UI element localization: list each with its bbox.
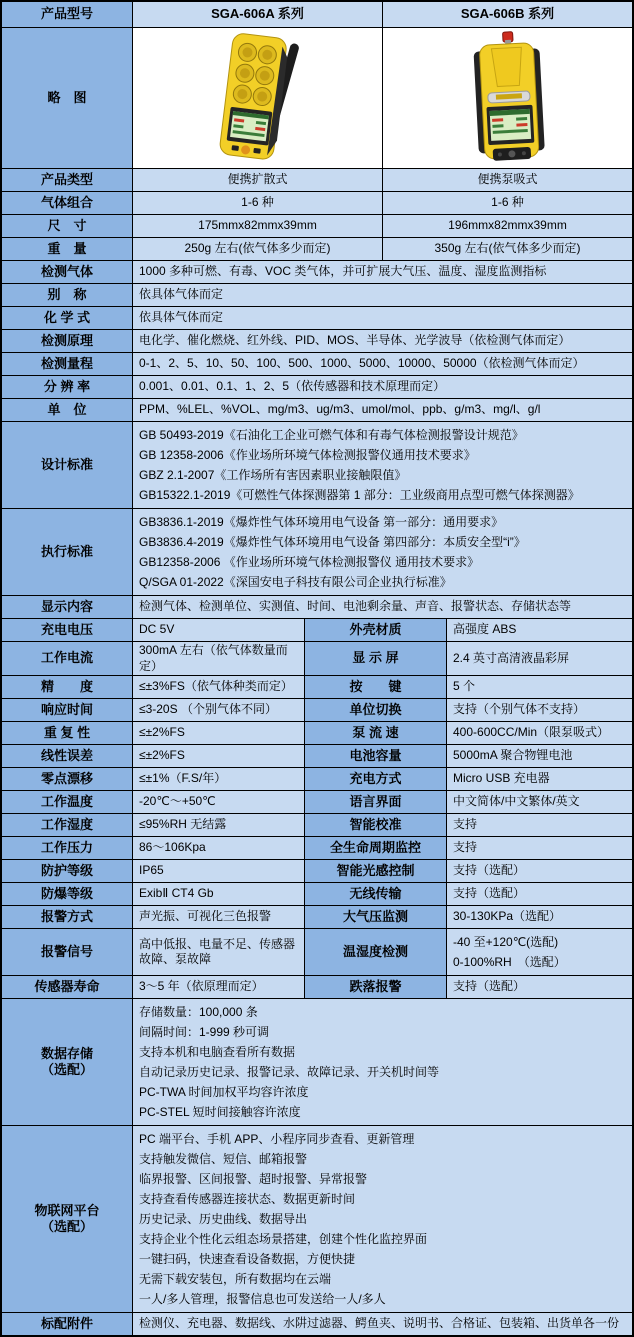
feature-line: 一键扫码，快速查看设备数据，方便快捷 — [139, 1252, 356, 1267]
spec-value: ExibⅡ CT4 Gb — [132, 883, 304, 905]
row-charging-voltage — [2, 618, 632, 641]
row-repeatability — [2, 721, 632, 744]
row-working-humidity — [2, 813, 632, 836]
spec-value: 0-1、2、5、10、50、100、500、1000、5000、10000、50000（依检测气体而定） — [132, 353, 632, 375]
feature-line: 支持触发微信、短信、邮箱报警 — [139, 1152, 308, 1167]
standard-line: GBZ 2.1-2007《工作场所有害因素职业接触限值》 — [139, 468, 407, 482]
spec-value: 检测气体、检测单位、实测值、时间、电池剩余量、声音、报警状态、存储状态等 — [132, 596, 632, 618]
row-design-standards — [2, 421, 632, 508]
spec-label: 化 学 式 — [2, 307, 132, 329]
spec-value-b: 350g 左右(依气体多少而定) — [382, 238, 632, 260]
spec-label: 充电电压 — [2, 619, 132, 641]
row-linearity-error — [2, 744, 632, 767]
row-detected-gases — [2, 260, 632, 283]
spec-value: IP65 — [132, 860, 304, 882]
spec-label: 电池容量 — [304, 745, 446, 767]
spec-label: 全生命周期监控 — [304, 837, 446, 859]
row-accuracy — [2, 675, 632, 698]
spec-value: 3～5 年（依原理而定） — [132, 976, 304, 998]
spec-value: 支持（选配） — [446, 883, 632, 905]
row-working-pressure — [2, 836, 632, 859]
spec-value: PPM、%LEL、%VOL、mg/m3、ug/m3、umol/mol、ppb、g/m3、mg/l、g/l — [132, 399, 632, 421]
spec-label: 大气压监测 — [304, 906, 446, 928]
feature-line: PC-TWA 时间加权平均容许浓度 — [139, 1085, 309, 1100]
spec-value: 高强度 ABS — [446, 619, 632, 641]
feature-line: 无需下载安装包，所有数据均在云端 — [139, 1272, 332, 1287]
spec-label: 温湿度检测 — [304, 929, 446, 975]
spec-label: 单 位 — [2, 399, 132, 421]
row-product-type — [2, 168, 632, 191]
spec-label: 执行标准 — [2, 509, 132, 595]
spec-label: 防爆等级 — [2, 883, 132, 905]
spec-label: 别 称 — [2, 284, 132, 306]
feature-line: 支持本机和电脑查看所有数据 — [139, 1045, 296, 1060]
spec-value: 依具体气体而定 — [132, 284, 632, 306]
row-sketch — [2, 27, 632, 168]
row-resolution — [2, 375, 632, 398]
standard-line: GB3836.4-2019《爆炸性气体环境用电气设备 第四部分：本质安全型“i”》 — [139, 535, 526, 549]
row-protection-rating — [2, 859, 632, 882]
spec-label: 工作温度 — [2, 791, 132, 813]
row-detection-range — [2, 352, 632, 375]
spec-value: 支持 — [446, 837, 632, 859]
standard-line: Q/SGA 01-2022《深国安电子科技有限公司企业执行标准》 — [139, 575, 452, 589]
spec-value: 依具体气体而定 — [132, 307, 632, 329]
spec-label: 工作压力 — [2, 837, 132, 859]
row-gas-combination — [2, 191, 632, 214]
spec-label: 标配附件 — [2, 1313, 132, 1335]
row-chemical-formula — [2, 306, 632, 329]
spec-value: ≤±2%FS — [132, 745, 304, 767]
spec-label: 显 示 屏 — [304, 642, 446, 675]
spec-value: -20℃～+50℃ — [132, 791, 304, 813]
feature-line: 自动记录历史记录、报警记录、故障记录、开关机时间等 — [139, 1065, 440, 1080]
feature-line: 支持企业个性化云组态场景搭建，创建个性化监控界面 — [139, 1232, 428, 1247]
spec-label: 设计标准 — [2, 422, 132, 508]
spec-value: 支持（选配） — [446, 860, 632, 882]
spec-label-line: （选配） — [40, 1219, 93, 1235]
spec-value: 300mA 左右（依气体数量而定） — [132, 642, 304, 675]
row-sensor-life — [2, 975, 632, 998]
iot-platform-list — [132, 1126, 632, 1312]
device-b-image-cell — [382, 28, 632, 168]
spec-label: 语言界面 — [304, 791, 446, 813]
row-alarm-mode — [2, 905, 632, 928]
row-explosion-proof-rating — [2, 882, 632, 905]
spec-label: 尺 寸 — [2, 215, 132, 237]
spec-value: 1000 多种可燃、有毒、VOC 类气体，并可扩展大气压、温度、湿度监测指标 — [132, 261, 632, 283]
spec-label-line: （选配） — [40, 1062, 93, 1078]
spec-value-b: 1-6 种 — [382, 192, 632, 214]
spec-label: 检测原理 — [2, 330, 132, 352]
spec-value: 中文简体/中文繁体/英文 — [446, 791, 632, 813]
row-units — [2, 398, 632, 421]
spec-value: 声光振、可视化三色报警 — [132, 906, 304, 928]
spec-value: 86～106Kpa — [132, 837, 304, 859]
row-working-current — [2, 641, 632, 675]
spec-label: 线性误差 — [2, 745, 132, 767]
series-b-header: SGA-606B 系列 — [382, 2, 632, 27]
spec-value-a: 1-6 种 — [132, 192, 382, 214]
spec-value-line: -40 至+120℃(选配) — [453, 935, 559, 950]
feature-line: 历史记录、历史曲线、数据导出 — [139, 1212, 308, 1227]
spec-value-a: 175mmx82mmx39mm — [132, 215, 382, 237]
standard-line: GB 50493-2019《石油化工企业可燃气体和有毒气体检测报警设计规范》 — [139, 428, 524, 442]
standard-line: GB 12358-2006《作业场所环境气体检测报警仪通用技术要求》 — [139, 448, 476, 462]
spec-value-a: 250g 左右(依气体多少而定) — [132, 238, 382, 260]
spec-label: 检测气体 — [2, 261, 132, 283]
standard-line: GB15322.1-2019《可燃性气体探测器第 1 部分：工业级商用点型可燃气体探测器》 — [139, 488, 580, 502]
row-alias — [2, 283, 632, 306]
product-model-header: 产品型号 — [2, 2, 132, 27]
standard-line: GB3836.1-2019《爆炸性气体环境用电气设备 第一部分：通用要求》 — [139, 515, 504, 529]
spec-label: 产品类型 — [2, 169, 132, 191]
spec-label: 工作湿度 — [2, 814, 132, 836]
feature-line: 临界报警、区间报警、超时报警、异常报警 — [139, 1172, 368, 1187]
spec-label: 分 辨 率 — [2, 376, 132, 398]
spec-value: DC 5V — [132, 619, 304, 641]
spec-label: 泵 流 速 — [304, 722, 446, 744]
row-standard-accessories — [2, 1312, 632, 1335]
spec-label: 无线传输 — [304, 883, 446, 905]
spec-label: 重 复 性 — [2, 722, 132, 744]
spec-value: 5 个 — [446, 676, 632, 698]
spec-value: 0.001、0.01、0.1、1、2、5（依传感器和技术原理而定） — [132, 376, 632, 398]
spec-value: ≤±3%FS（依气体种类而定） — [132, 676, 304, 698]
spec-label: 精 度 — [2, 676, 132, 698]
series-a-header: SGA-606A 系列 — [132, 2, 382, 27]
spec-value: 检测仪、充电器、数据线、水阱过滤器、鳄鱼夹、说明书、合格证、包装箱、出货单各一份 — [132, 1313, 632, 1335]
feature-line: PC-STEL 短时间接触容许浓度 — [139, 1105, 301, 1120]
device-b-pump-detector-image — [446, 30, 570, 166]
spec-label — [2, 999, 132, 1125]
row-display-content — [2, 595, 632, 618]
spec-value: ≤95%RH 无结露 — [132, 814, 304, 836]
spec-value: 支持（个别气体不支持） — [446, 699, 632, 721]
spec-label: 传感器寿命 — [2, 976, 132, 998]
standard-line: GB12358-2006 《作业场所环境气体检测报警仪 通用技术要求》 — [139, 555, 480, 569]
spec-label: 单位切换 — [304, 699, 446, 721]
row-zero-drift — [2, 767, 632, 790]
spec-value: 高中低报、电量不足、传感器故障、泵故障 — [132, 929, 304, 975]
row-product-model — [2, 2, 632, 27]
row-weight — [2, 237, 632, 260]
spec-label: 显示内容 — [2, 596, 132, 618]
feature-line: 一人/多人管理，报警信息也可发送给一人/多人 — [139, 1292, 386, 1307]
spec-label-line: 物联网平台 — [34, 1202, 100, 1218]
spec-label: 防护等级 — [2, 860, 132, 882]
spec-label: 外壳材质 — [304, 619, 446, 641]
spec-label: 重 量 — [2, 238, 132, 260]
spec-value: 2.4 英寸高清液晶彩屏 — [446, 642, 632, 675]
spec-label: 零点漂移 — [2, 768, 132, 790]
sketch-label: 略 图 — [2, 28, 132, 168]
row-response-time — [2, 698, 632, 721]
spec-label: 响应时间 — [2, 699, 132, 721]
feature-line: 存储数量：100,000 条 — [139, 1005, 258, 1020]
spec-label: 检测量程 — [2, 353, 132, 375]
spec-label: 跌落报警 — [304, 976, 446, 998]
spec-label: 智能校准 — [304, 814, 446, 836]
row-alarm-signal — [2, 928, 632, 975]
spec-value: Micro USB 充电器 — [446, 768, 632, 790]
spec-label — [2, 1126, 132, 1312]
spec-label-line: 数据存储 — [40, 1045, 93, 1061]
design-standards-list — [132, 422, 632, 508]
spec-value-b: 196mmx82mmx39mm — [382, 215, 632, 237]
device-a-image-cell — [132, 28, 382, 168]
row-data-storage — [2, 998, 632, 1125]
spec-value-line: 0-100%RH （选配） — [453, 955, 566, 970]
row-iot-platform — [2, 1125, 632, 1312]
spec-value: 支持（选配） — [446, 976, 632, 998]
row-working-temperature — [2, 790, 632, 813]
row-executive-standards — [2, 508, 632, 595]
feature-line: 间隔时间：1-999 秒可调 — [139, 1025, 270, 1040]
temp-humidity-value — [446, 929, 632, 975]
executive-standards-list — [132, 509, 632, 595]
spec-value: 30-130KPa（选配） — [446, 906, 632, 928]
spec-label: 充电方式 — [304, 768, 446, 790]
feature-line: 支持查看传感器连接状态、数据更新时间 — [139, 1192, 356, 1207]
spec-label: 报警方式 — [2, 906, 132, 928]
spec-value: 400-600CC/Min（限泵吸式） — [446, 722, 632, 744]
spec-value-a: 便携扩散式 — [132, 169, 382, 191]
feature-line: PC 端平台、手机 APP、小程序同步查看、更新管理 — [139, 1132, 415, 1147]
spec-value: 支持 — [446, 814, 632, 836]
row-dimensions — [2, 214, 632, 237]
spec-value: 5000mA 聚合物锂电池 — [446, 745, 632, 767]
spec-value: ≤3-20S （个别气体不同） — [132, 699, 304, 721]
spec-value-b: 便携泵吸式 — [382, 169, 632, 191]
spec-label: 工作电流 — [2, 642, 132, 675]
spec-label: 报警信号 — [2, 929, 132, 975]
spec-label: 智能光感控制 — [304, 860, 446, 882]
data-storage-list — [132, 999, 632, 1125]
spec-value: ≤±2%FS — [132, 722, 304, 744]
spec-label: 按 键 — [304, 676, 446, 698]
spec-label: 气体组合 — [2, 192, 132, 214]
spec-value: 电化学、催化燃烧、红外线、PID、MOS、半导体、光学波导（依检测气体而定） — [132, 330, 632, 352]
device-a-diffusion-detector-image — [196, 30, 320, 166]
row-detection-principle — [2, 329, 632, 352]
spec-value: ≤±1%（F.S/年） — [132, 768, 304, 790]
